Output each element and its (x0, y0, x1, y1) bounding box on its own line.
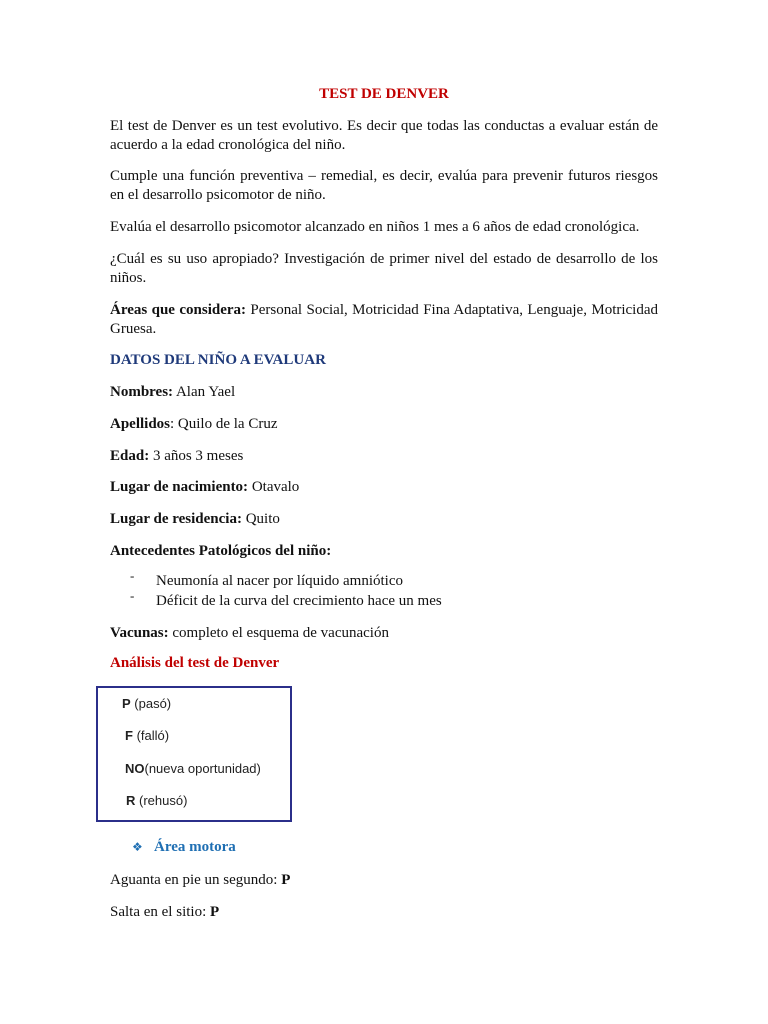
motor-item-text: Salta en el sitio: (110, 904, 210, 920)
field-value: Otavalo (248, 479, 300, 495)
areas-value: Personal Social, Motricidad Fina Adaptativa, Lenguaje, Motricidad Gruesa. (110, 302, 659, 337)
intro-paragraph-3: Evalúa el desarrollo psicomotor alcanzado en niños 1 mes a 6 años de edad cronológica. (110, 219, 640, 235)
list-item (130, 588, 442, 611)
intro-paragraph-1: El test de Denver es un test evolutivo. Es decir que todas las conductas a evaluar están de acuerdo a la edad cronológica del niño. (110, 118, 658, 153)
list-item-text: Neumonía al nacer por líquido amniótico (156, 573, 404, 589)
dash-bullet-icon: - (130, 588, 135, 603)
dash-bullet-icon: - (130, 568, 135, 583)
list-item-text: Déficit de la curva del crecimiento hace un mes (156, 593, 442, 609)
legend-item-no (125, 761, 261, 776)
field-lugar-nacimiento (110, 478, 658, 497)
legend-box (96, 686, 292, 822)
diamond-bullet-icon: ❖ (132, 840, 143, 854)
antecedentes-label-text: Antecedentes Patológicos del niño: (110, 543, 332, 559)
field-label: Vacunas: (110, 625, 169, 641)
field-value: 3 años 3 meses (149, 448, 244, 464)
motor-item-2 (110, 903, 658, 922)
legend-code: P (122, 696, 131, 711)
antecedentes-list (130, 568, 442, 611)
field-nombres (110, 383, 658, 402)
field-label: Nombres: (110, 384, 174, 400)
list-item (130, 568, 442, 591)
motor-item-result: P (281, 872, 291, 888)
legend-desc: (pasó) (130, 696, 172, 711)
field-value: Alan Yael (173, 384, 236, 400)
field-vacunas (110, 624, 658, 643)
field-value: completo el esquema de vacunación (168, 625, 389, 641)
field-label: Lugar de residencia: (110, 511, 242, 527)
legend-desc: (nueva oportunidad) (144, 761, 261, 776)
legend-item-r (126, 793, 187, 808)
area-motora-heading (132, 839, 236, 856)
field-label: Edad: (110, 448, 150, 464)
datos-heading: DATOS DEL NIÑO A EVALUAR (110, 352, 326, 368)
analisis-heading: Análisis del test de Denver (110, 655, 280, 671)
field-label: Lugar de nacimiento: (110, 479, 249, 495)
legend-code: NO (125, 761, 145, 776)
area-motora-label: Área motora (154, 839, 236, 855)
areas-label: Áreas que considera: (110, 302, 247, 318)
intro-paragraph-4: ¿Cuál es su uso apropiado? Investigación de primer nivel del estado de desarrollo de los niños. (110, 251, 658, 286)
legend-item-f (125, 728, 169, 743)
field-value: Quito (241, 511, 280, 527)
field-edad (110, 447, 658, 466)
legend-desc: (rehusó) (135, 793, 188, 808)
legend-code: R (126, 793, 136, 808)
antecedentes-label (110, 542, 658, 561)
legend-item-p (122, 696, 171, 711)
motor-item-1 (110, 871, 658, 890)
legend-code: F (125, 728, 133, 743)
areas-paragraph (110, 301, 658, 339)
intro-paragraph-2: Cumple una función preventiva – remedial, es decir, evalúa para prevenir futuros riesgos en el desarrollo psicomotor de niño. (110, 168, 658, 203)
field-apellidos (110, 415, 658, 434)
document-title: TEST DE DENVER (319, 86, 449, 102)
field-label: Apellidos (110, 416, 171, 432)
legend-desc: (falló) (132, 728, 170, 743)
motor-item-text: Aguanta en pie un segundo: (110, 872, 282, 888)
field-value: : Quilo de la Cruz (170, 416, 278, 432)
motor-item-result: P (209, 904, 220, 920)
field-lugar-residencia (110, 510, 658, 529)
